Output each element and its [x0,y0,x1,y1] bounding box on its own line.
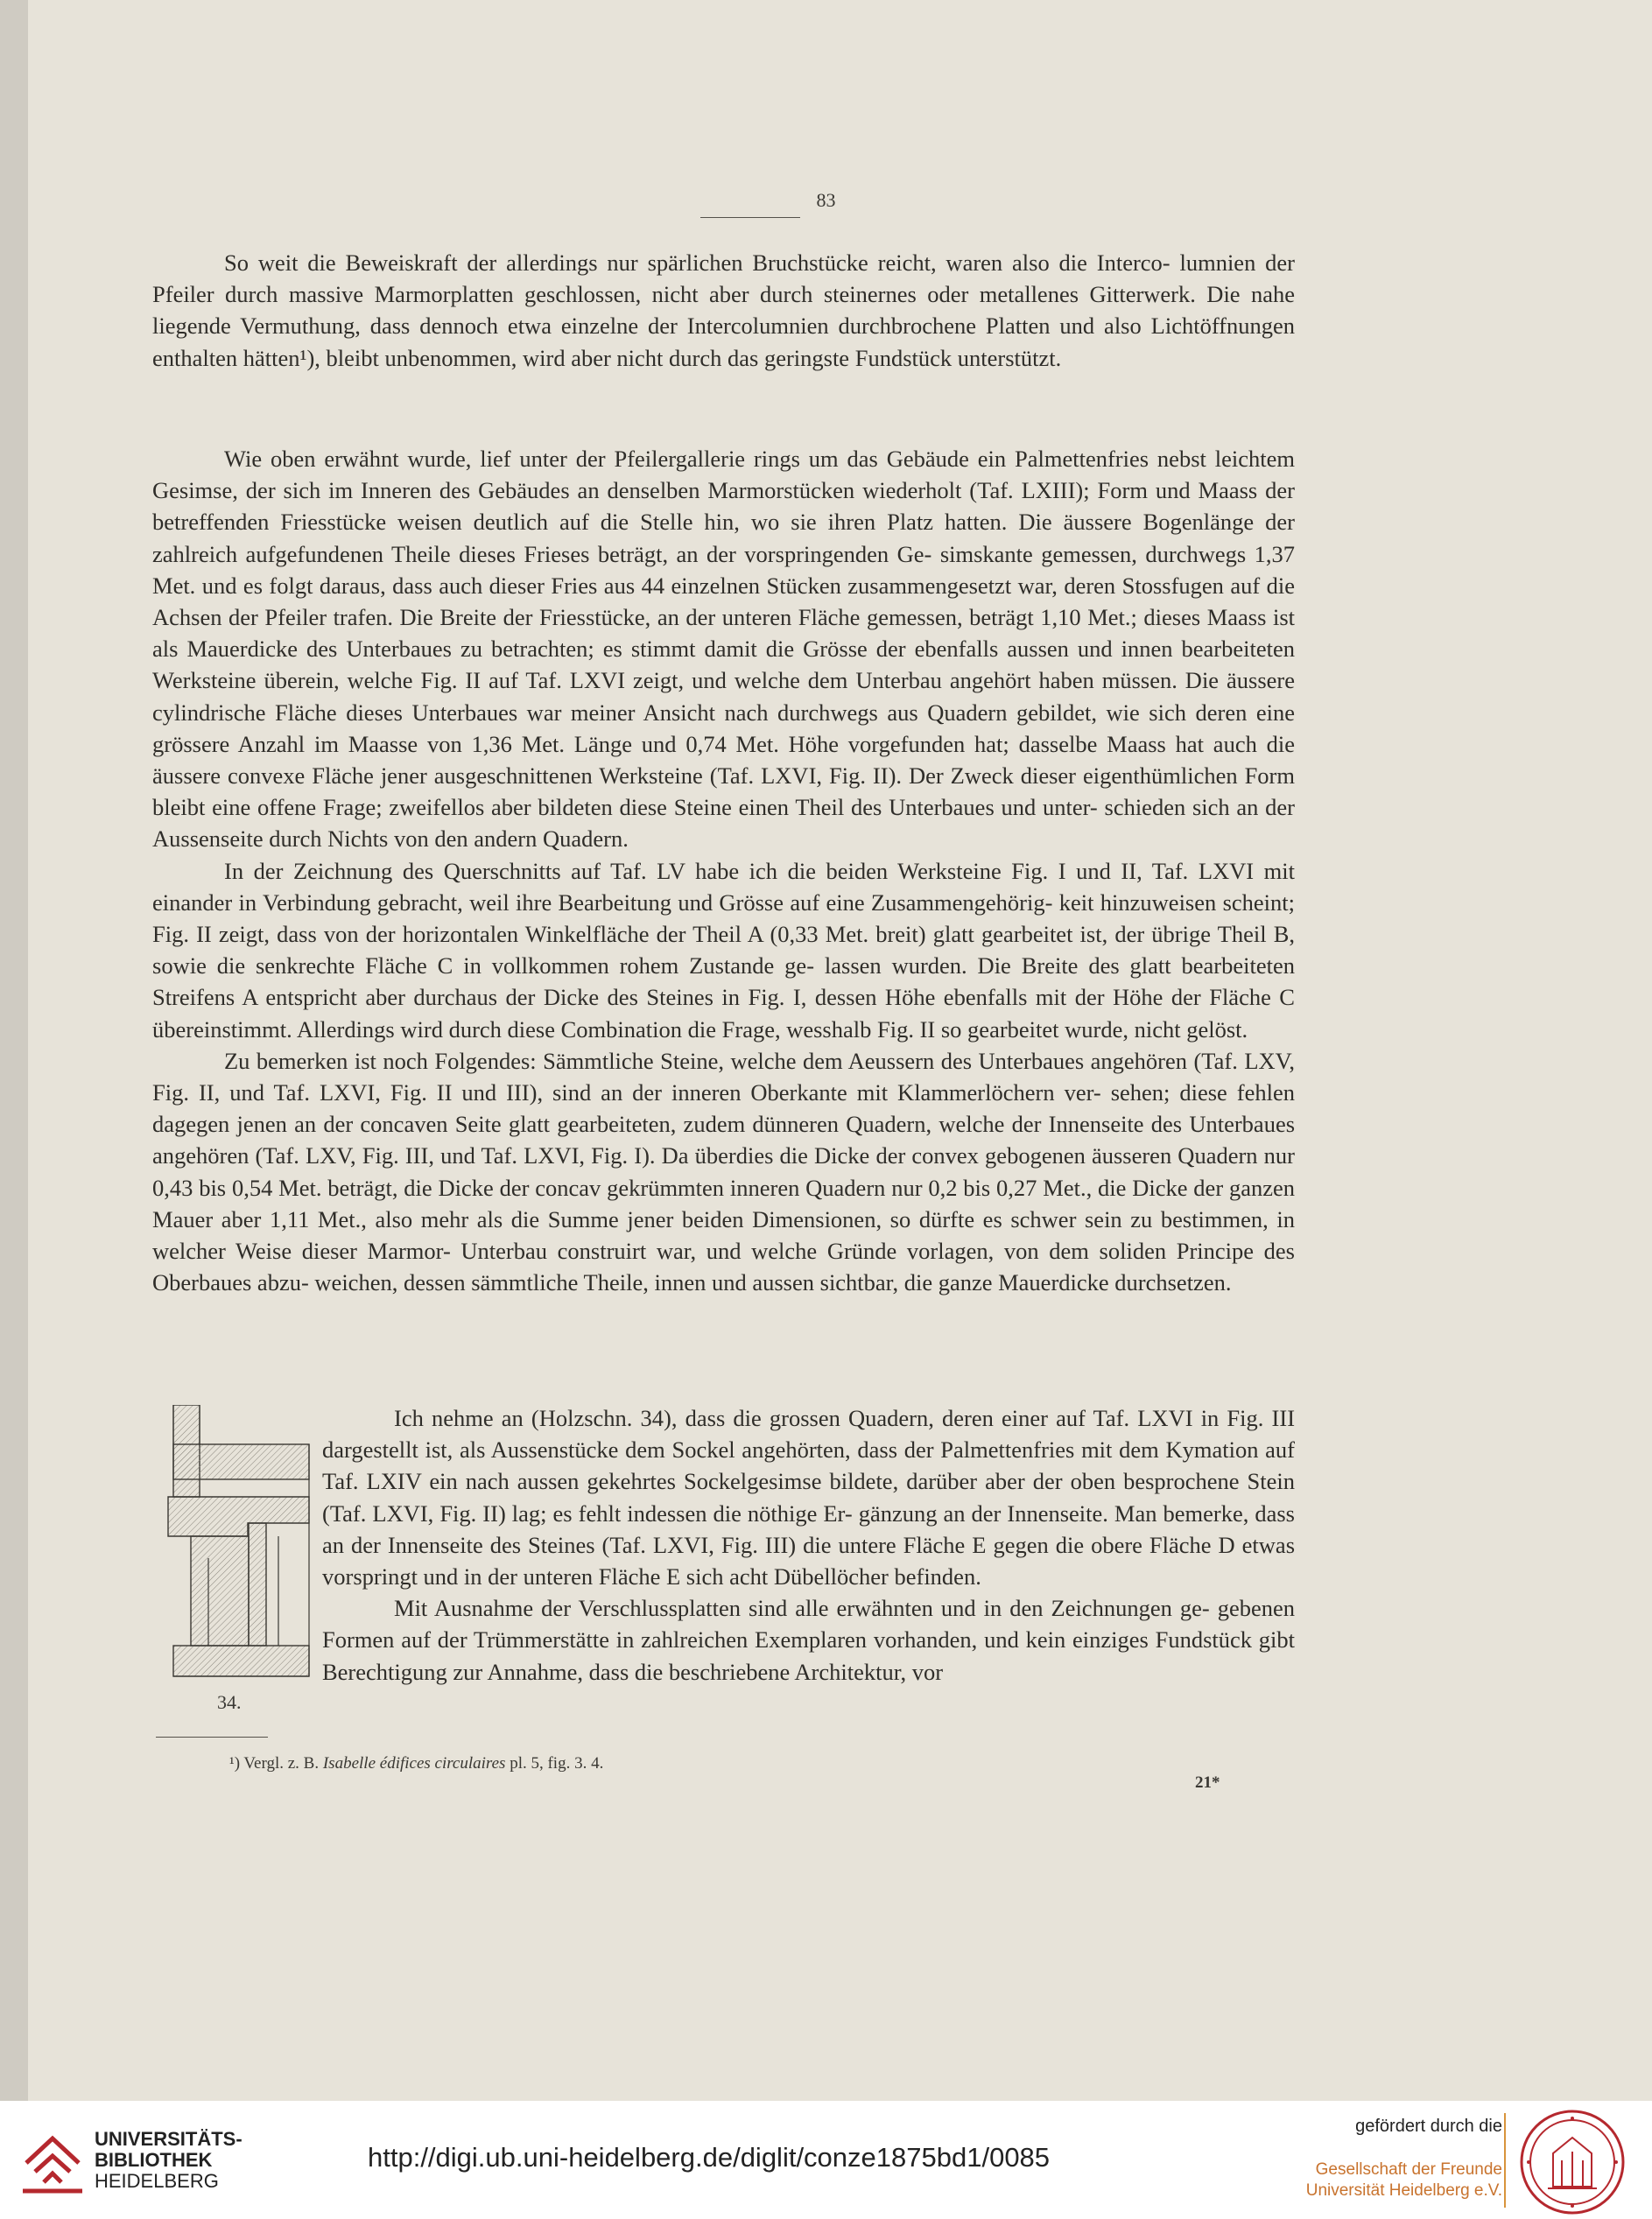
text-line: gebenen Formen auf der Trümmerstätte in zahlreichen Exemplaren vorhanden, und kein [322,1595,1295,1654]
footnote-suffix: pl. 5, fig. 3. 4. [505,1754,604,1773]
library-name-line3: HEIDELBERG [95,2170,219,2192]
sponsor-intro: gefördert durch die [1355,2117,1502,2136]
library-name-line2: BIBLIOTHEK [95,2149,213,2171]
footnote-rule [156,1737,268,1738]
permalink-url[interactable]: http://digi.ub.uni-heidelberg.de/diglit/conze1875bd1/0085 [368,2142,1051,2173]
paragraph [152,1045,1295,1299]
text-line: Taf. LXVI zeigt, und welche dem Unterbau angehört haben müssen. Die äussere cylindrische Fläche dieses [152,667,1296,726]
page-binding-edge [0,0,28,2101]
text-line: Mit Ausnahme der Verschlussplatten sind alle erwähnten und in den Zeichnungen ge- [394,1595,1210,1622]
paragraph [152,247,1295,374]
text-line: Gitterwerk. Die nahe liegende Vermuthung, dass dennoch etwa einzelne der Intercolumnien durchbrochene [152,281,1296,340]
text-line: sehen; diese fehlen dagegen jenen an der concaven Seite glatt gearbeiteten, zudem dünneren Quadern, welche [152,1079,1295,1138]
text-line: gänzung an der Innenseite. Man bemerke, dass an der Innenseite des Steines (Taf. LXVI, [322,1499,1295,1558]
sponsor-name [1275,2159,1502,2201]
library-name-line1: UNIVERSITÄTS- [95,2128,243,2150]
text-line: leichtem Gesimse, der sich im Inneren des Gebäudes an denselben Marmorstücken wiederholt (Taf. LXIII); [152,446,1295,504]
text-line: Zu bemerken ist noch Folgendes: Sämmtliche Steine, welche dem Aeussern des Unterbaues angehören [224,1047,1188,1074]
figure-caption: 34. [217,1691,242,1713]
text-line: Fläche E sich acht Dübellöcher befinden. [598,1563,981,1591]
text-line: LXVI mit einander in Verbindung gebracht, weil ihre Bearbeitung und Grösse auf eine Zusammengehörig- [152,857,1296,916]
text-line: Form und Maass der betreffenden Friesstücke weisen deutlich auf die Stelle hin, wo sie ihren Platz hatten. [152,477,1295,536]
text-line: lassen wurden. Die Breite des glatt bearbeiteten Streifens A entspricht aber durchaus der Dicke des Steines [152,952,1295,1011]
text-line: Fig. III) die untere Fläche E gegen die obere Fläche D etwas vorspringt und in der unteren [322,1531,1296,1591]
university-seal-icon[interactable] [1518,2108,1627,2216]
text-line: Die äussere Bogenlänge der zahlreich aufgefundenen Theile dieses Frieses beträgt, an der vorspringenden Ge- [152,509,1295,567]
text-line: der Innenseite des Unterbaues angehören (Taf. LXV, Fig. III, und Taf. LXVI, Fig. I). Da überdies die Dicke [152,1111,1296,1169]
sponsor-name-line1: Gesellschaft der Freunde [1315,2160,1502,2179]
text-line: in Fig. I, dessen Höhe ebenfalls mit der Höhe der Fläche C übereinstimmt. Allerdings wird durch diese [152,984,1295,1043]
footnote-title: Isabelle édifices circulaires [322,1754,506,1773]
text-line: simskante gemessen, durchwegs 1,37 Met. und es folgt daraus, dass auch dieser Fries aus 44 einzelnen Stücken [152,540,1295,599]
footnote [229,1754,603,1773]
woodcut-figure-34 [156,1405,318,1694]
sponsor-name-line2: Universität Heidelberg e.V. [1305,2181,1502,2200]
text-block-top [152,247,1295,374]
text-line: Form bleibt eine offene Frage; zweifellos aber bildeten diese Steine einen Theil des Unterbaues und unter- [152,762,1295,821]
paragraph [322,1592,1295,1688]
text-line: im Maasse von 1,36 Met. Länge und 0,74 Met. Höhe vorgefunden hat; dasselbe Maass hat auch die äussere [152,730,1295,790]
text-line: So weit die Beweiskraft der allerdings nur spärlichen Bruchstücke reicht, waren also die Interco- [224,249,1170,276]
text-line: unteren Fläche gemessen, beträgt 1,10 Met.; dieses Maass ist als Mauerdicke des Unterbaues zu betrachten; es [152,604,1295,663]
text-line: Combination die Frage, wesshalb Fig. II so gearbeitet wurde, nicht gelöst. [560,1015,1248,1043]
text-line: Summe jener beiden Dimensionen, so dürfte es schwer sein zu bestimmen, in welcher Weise dieser Marmor- [152,1205,1295,1265]
text-line: convexe Fläche jener ausgeschnittenen Werksteine (Taf. LXVI, Fig. II). Der Zweck dieser eigenthümlichen [227,762,1238,790]
text-line: (Taf. LXV, Fig. II, und Taf. LXVI, Fig. II und III), sind an der inneren Oberkante mit Klammerlöchern ver- [152,1047,1295,1106]
text-line: mit dem Kymation auf Taf. LXIV ein nach aussen gekehrtes Sockelgesimse bildete, darüber [322,1436,1295,1495]
text-line: lumnien der Pfeiler durch massive Marmorplatten geschlossen, nicht aber durch steinernes oder metallenes [152,249,1295,308]
paragraph [152,443,1295,855]
paragraph [322,1402,1295,1592]
text-line: In der Zeichnung des Querschnitts auf Taf. LV habe ich die beiden Werksteine Fig. I und II, Taf. [224,857,1189,884]
text-line: weichen, dessen sämmtliche Theile, innen und aussen sichtbar, die ganze Mauerdicke durchsetzen. [314,1269,1232,1296]
text-line: aber der oben besprochene Stein (Taf. LXVI, Fig. II) lag; es fehlt indessen die nöthige Er- [322,1468,1296,1527]
text-line: einziges Fundstück gibt Berechtigung zur Annahme, dass die beschriebene Architektur, vor [322,1626,1296,1685]
library-name[interactable] [95,2129,243,2192]
text-line: zusammengesetzt war, deren Stossfugen auf die Achsen der Pfeiler trafen. Die Breite der Friesstücke, an der [152,572,1296,631]
text-line: Platten und also Lichtöffnungen enthalten hätten¹), bleibt unbenommen, wird aber nicht durch das geringste [152,312,1295,371]
text-line: Wie oben erwähnt wurde, lief unter der Pfeilergallerie rings um das Gebäude ein Palmettenfries nebst [224,446,1206,472]
signature-mark: 21* [1195,1773,1220,1792]
text-line: der convex gebogenen äusseren Quadern nur 0,43 bis 0,54 Met. beträgt, die Dicke der concav gekrümmten [152,1142,1295,1201]
sponsor-divider [1504,2113,1506,2208]
text-line: schieden sich an der Aussenseite durch Nichts von den andern Quadern. [152,794,1295,853]
text-line: glatt gearbeitet ist, der übrige Theil B, sowie die senkrechte Fläche C in vollkommen rohem Zustande ge- [152,921,1295,980]
text-line: stimmt damit die Grösse der ebenfalls aussen und innen bearbeiteten Werksteine überein, welche Fig. II auf [152,636,1296,694]
text-line: Fundstück unterstützt. [854,344,1062,371]
text-line: Ich nehme an (Holzschn. 34), dass die grossen Quadern, deren einer auf Taf. LXVI [394,1405,1193,1431]
text-line: inneren Quadern nur 0,2 bis 0,27 Met., die Dicke der ganzen Mauer aber 1,11 Met., also mehr als die [152,1174,1295,1232]
footnote-prefix: ¹) Vergl. z. B. [229,1754,323,1773]
text-line: keit hinzuweisen scheint; Fig. II zeigt, dass von der horizontalen Winkelfläche der Theil A (0,33 Met. breit) [152,888,1295,948]
library-logo-icon[interactable] [19,2131,86,2194]
text-block-main [152,443,1295,1298]
header-rule [700,217,800,218]
text-line: in Fig. III dargestellt ist, als Aussenstücke dem Sockel angehörten, dass der Palmettenfries [322,1405,1296,1464]
footer-bar [0,2101,1652,2219]
text-line: Unterbau construirt war, und welche Gründe vorlagen, von dem soliden Principe des Oberbaues abzu- [152,1238,1295,1296]
text-line: Unterbaues war meiner Ansicht nach durchwegs aus Quadern gebildet, wie sich deren eine grössere Anzahl [152,699,1295,757]
text-block-beside-figure [322,1402,1295,1688]
page-number: 83 [816,189,836,211]
sponsor-block[interactable] [1275,2117,1502,2201]
paragraph [152,855,1295,1045]
